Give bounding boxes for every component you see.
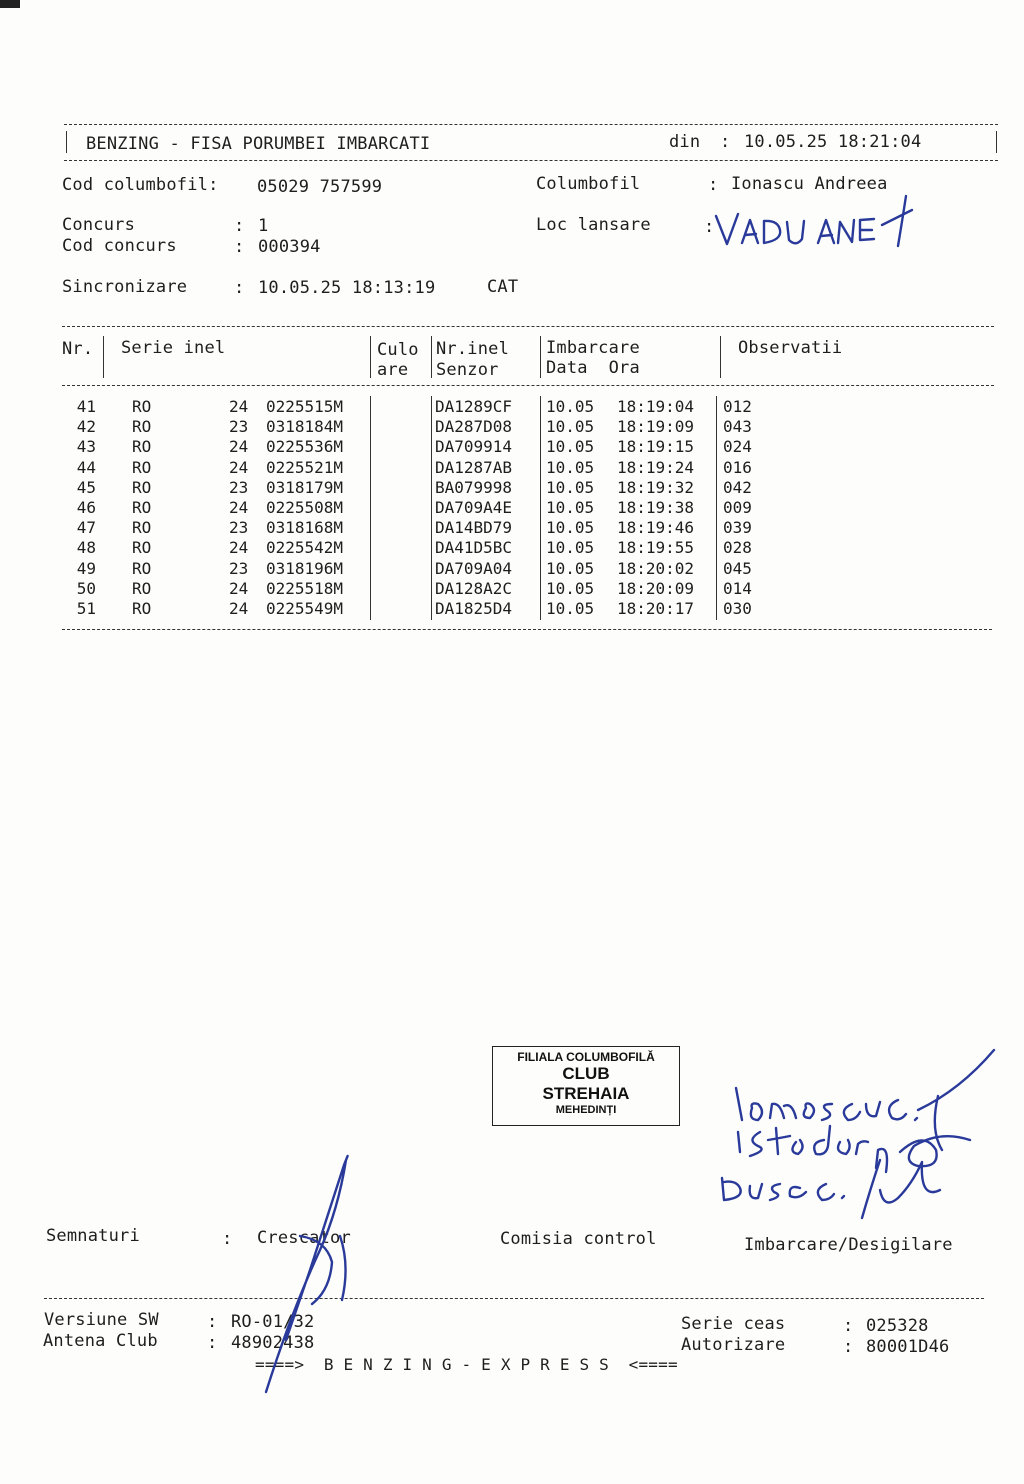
cod-columbofil-label: Cod columbofil: xyxy=(62,175,219,195)
cell-senzor: DA41D5BC xyxy=(435,538,513,558)
cell-tara: RO xyxy=(132,538,152,558)
cell-inel: 0225536M xyxy=(266,437,344,457)
cell-senzor: DA287D08 xyxy=(435,417,513,437)
semnaturi-label: Semnaturi xyxy=(46,1226,140,1246)
cell-inel: 0318179M xyxy=(266,477,344,497)
cell-an: 23 xyxy=(229,477,249,497)
cell-observatii: 012 xyxy=(723,397,752,416)
stamp-line1: FILIALA COLUMBOFILĂ xyxy=(517,1050,655,1064)
cell-data: 10.05 xyxy=(546,538,595,558)
cell-tara: RO xyxy=(132,498,152,517)
cell-tara: RO xyxy=(132,599,152,618)
stamp-line4: MEHEDINȚI xyxy=(555,1104,617,1116)
din-separator: : xyxy=(720,132,731,152)
cell-ora: 18:19:04 xyxy=(617,397,695,416)
concurs-label: Concurs xyxy=(62,215,136,235)
cell-data: 10.05 xyxy=(546,457,595,477)
cell-nr: 50 xyxy=(76,578,96,598)
cell-inel: 0318184M xyxy=(266,417,344,437)
cell-data: 10.05 xyxy=(546,558,595,578)
cell-tara: RO xyxy=(132,397,152,416)
cell-ora: 18:20:02 xyxy=(617,558,695,578)
loc-lansare-handwriting xyxy=(716,196,912,246)
cell-data: 10.05 xyxy=(546,599,595,618)
cell-observatii: 009 xyxy=(723,498,752,517)
cell-tara: RO xyxy=(132,578,152,598)
concurs-value: 1 xyxy=(258,216,269,236)
benzing-express-banner: ====> B E N Z I N G - E X P R E S S <==== xyxy=(255,1355,678,1374)
cell-an: 24 xyxy=(229,599,249,618)
cell-inel: 0225549M xyxy=(266,599,344,618)
cell-inel: 0225521M xyxy=(266,457,344,477)
cell-observatii: 016 xyxy=(723,457,752,477)
cell-ora: 18:19:38 xyxy=(617,498,695,517)
cell-nr: 47 xyxy=(76,518,96,538)
cell-data: 10.05 xyxy=(546,397,595,416)
cell-observatii: 043 xyxy=(723,417,752,437)
cell-data: 10.05 xyxy=(546,477,595,497)
cell-nr: 42 xyxy=(76,417,96,437)
loc-lansare-label: Loc lansare xyxy=(536,215,651,235)
cell-observatii: 045 xyxy=(723,558,752,578)
cod-concurs-separator: : xyxy=(234,237,245,257)
cell-senzor: DA709A4E xyxy=(435,498,513,517)
header-nr: Nr. xyxy=(62,339,94,359)
cell-data: 10.05 xyxy=(546,437,595,457)
cell-inel: 0225515M xyxy=(266,397,344,416)
imbarcare-desigilare-label: Imbarcare/Desigilare xyxy=(744,1235,953,1255)
cod-concurs-value: 000394 xyxy=(258,237,321,257)
stamp-line2: CLUB xyxy=(562,1064,610,1083)
cell-ora: 18:19:24 xyxy=(617,457,695,477)
cell-an: 24 xyxy=(229,578,249,598)
cell-inel: 0225508M xyxy=(266,498,344,517)
serie-ceas-value: 025328 xyxy=(866,1316,929,1336)
autorizare-label: Autorizare xyxy=(681,1335,786,1355)
header-observatii: Observatii xyxy=(738,338,843,358)
cell-senzor: DA1289CF xyxy=(435,397,513,416)
sincronizare-value: 10.05.25 18:13:19 xyxy=(258,278,436,298)
cell-ora: 18:19:09 xyxy=(617,417,695,437)
cell-an: 23 xyxy=(229,558,249,578)
cell-ora: 18:19:46 xyxy=(617,518,695,538)
header-serie-inel: Serie inel xyxy=(121,338,226,358)
cell-ora: 18:19:15 xyxy=(617,437,695,457)
cell-data: 10.05 xyxy=(546,417,595,437)
versiune-sw-separator: : xyxy=(207,1312,218,1332)
cell-tara: RO xyxy=(132,437,152,457)
cell-tara: RO xyxy=(132,558,152,578)
cell-an: 24 xyxy=(229,538,249,558)
cell-an: 23 xyxy=(229,417,249,437)
columbofil-separator: : xyxy=(708,175,719,195)
cell-nr: 45 xyxy=(76,477,96,497)
crescator-signature xyxy=(266,1156,348,1392)
cell-an: 23 xyxy=(229,518,249,538)
scan-artifact xyxy=(0,0,20,8)
committee-signatures xyxy=(722,1050,994,1218)
cell-senzor: DA1287AB xyxy=(435,457,513,477)
cell-tara: RO xyxy=(132,518,152,538)
cod-columbofil-value: 05029 757599 xyxy=(257,177,383,197)
serie-ceas-label: Serie ceas xyxy=(681,1314,786,1334)
cell-tara: RO xyxy=(132,457,152,477)
versiune-sw-label: Versiune SW xyxy=(44,1310,159,1330)
cell-inel: 0318168M xyxy=(266,518,344,538)
cell-ora: 18:19:55 xyxy=(617,538,695,558)
autorizare-separator: : xyxy=(843,1337,854,1357)
cell-nr: 51 xyxy=(76,599,96,618)
columbofil-value: Ionascu Andreea xyxy=(731,174,888,194)
header-nrinel-line2: Senzor xyxy=(436,360,499,380)
cell-senzor: DA128A2C xyxy=(435,578,513,598)
cell-nr: 46 xyxy=(76,498,96,517)
columbofil-label: Columbofil xyxy=(536,174,641,194)
cell-observatii: 024 xyxy=(723,437,752,457)
sincronizare-timezone: CAT xyxy=(487,277,519,297)
cell-an: 24 xyxy=(229,498,249,517)
cell-senzor: DA709A04 xyxy=(435,558,513,578)
semnaturi-separator: : xyxy=(222,1229,233,1249)
header-imbarcare-line1: Imbarcare xyxy=(546,338,640,358)
cell-tara: RO xyxy=(132,417,152,437)
cell-nr: 41 xyxy=(76,397,96,416)
antena-club-separator: : xyxy=(207,1333,218,1353)
cell-observatii: 028 xyxy=(723,538,752,558)
cell-inel: 0225542M xyxy=(266,538,344,558)
cell-senzor: DA709914 xyxy=(435,437,513,457)
comisia-control-label: Comisia control xyxy=(500,1229,657,1249)
cod-concurs-label: Cod concurs xyxy=(62,236,177,256)
cell-nr: 48 xyxy=(76,538,96,558)
cell-observatii: 039 xyxy=(723,518,752,538)
stamp-line3: STREHAIA xyxy=(542,1084,630,1103)
cell-observatii: 030 xyxy=(723,599,752,618)
header-culoare-line2: are xyxy=(377,360,409,380)
cell-senzor: BA079998 xyxy=(435,477,513,497)
autorizare-value: 80001D46 xyxy=(866,1337,950,1357)
cell-nr: 43 xyxy=(76,437,96,457)
cell-ora: 18:19:32 xyxy=(617,477,695,497)
document-title: BENZING - FISA PORUMBEI IMBARCATI xyxy=(86,134,431,154)
cell-observatii: 014 xyxy=(723,578,752,598)
concurs-separator: : xyxy=(234,216,245,236)
cell-data: 10.05 xyxy=(546,498,595,517)
versiune-sw-value: RO-01/32 xyxy=(231,1312,315,1332)
cell-ora: 18:20:09 xyxy=(617,578,695,598)
cell-tara: RO xyxy=(132,477,152,497)
serie-ceas-separator: : xyxy=(843,1316,854,1336)
cell-senzor: DA14BD79 xyxy=(435,518,513,538)
cell-an: 24 xyxy=(229,457,249,477)
crescator-label: Crescator xyxy=(257,1228,351,1248)
cell-ora: 18:20:17 xyxy=(617,599,695,618)
header-imbarcare-line2: Data Ora xyxy=(546,358,640,378)
sincronizare-label: Sincronizare xyxy=(62,277,188,297)
header-culoare-line1: Culo xyxy=(377,340,419,360)
antena-club-value: 48902438 xyxy=(231,1333,315,1353)
sincronizare-separator: : xyxy=(234,278,245,298)
cell-nr: 44 xyxy=(76,457,96,477)
cell-senzor: DA1825D4 xyxy=(435,599,513,618)
cell-inel: 0318196M xyxy=(266,558,344,578)
din-label: din xyxy=(669,132,701,152)
antena-club-label: Antena Club xyxy=(43,1331,158,1351)
cell-observatii: 042 xyxy=(723,477,752,497)
cell-data: 10.05 xyxy=(546,518,595,538)
cell-an: 24 xyxy=(229,397,249,416)
din-value: 10.05.25 18:21:04 xyxy=(744,132,922,152)
cell-nr: 49 xyxy=(76,558,96,578)
cell-inel: 0225518M xyxy=(266,578,344,598)
cell-an: 24 xyxy=(229,437,249,457)
cell-data: 10.05 xyxy=(546,578,595,598)
header-nrinel-line1: Nr.inel xyxy=(436,339,510,359)
loc-lansare-separator: : xyxy=(704,217,715,237)
